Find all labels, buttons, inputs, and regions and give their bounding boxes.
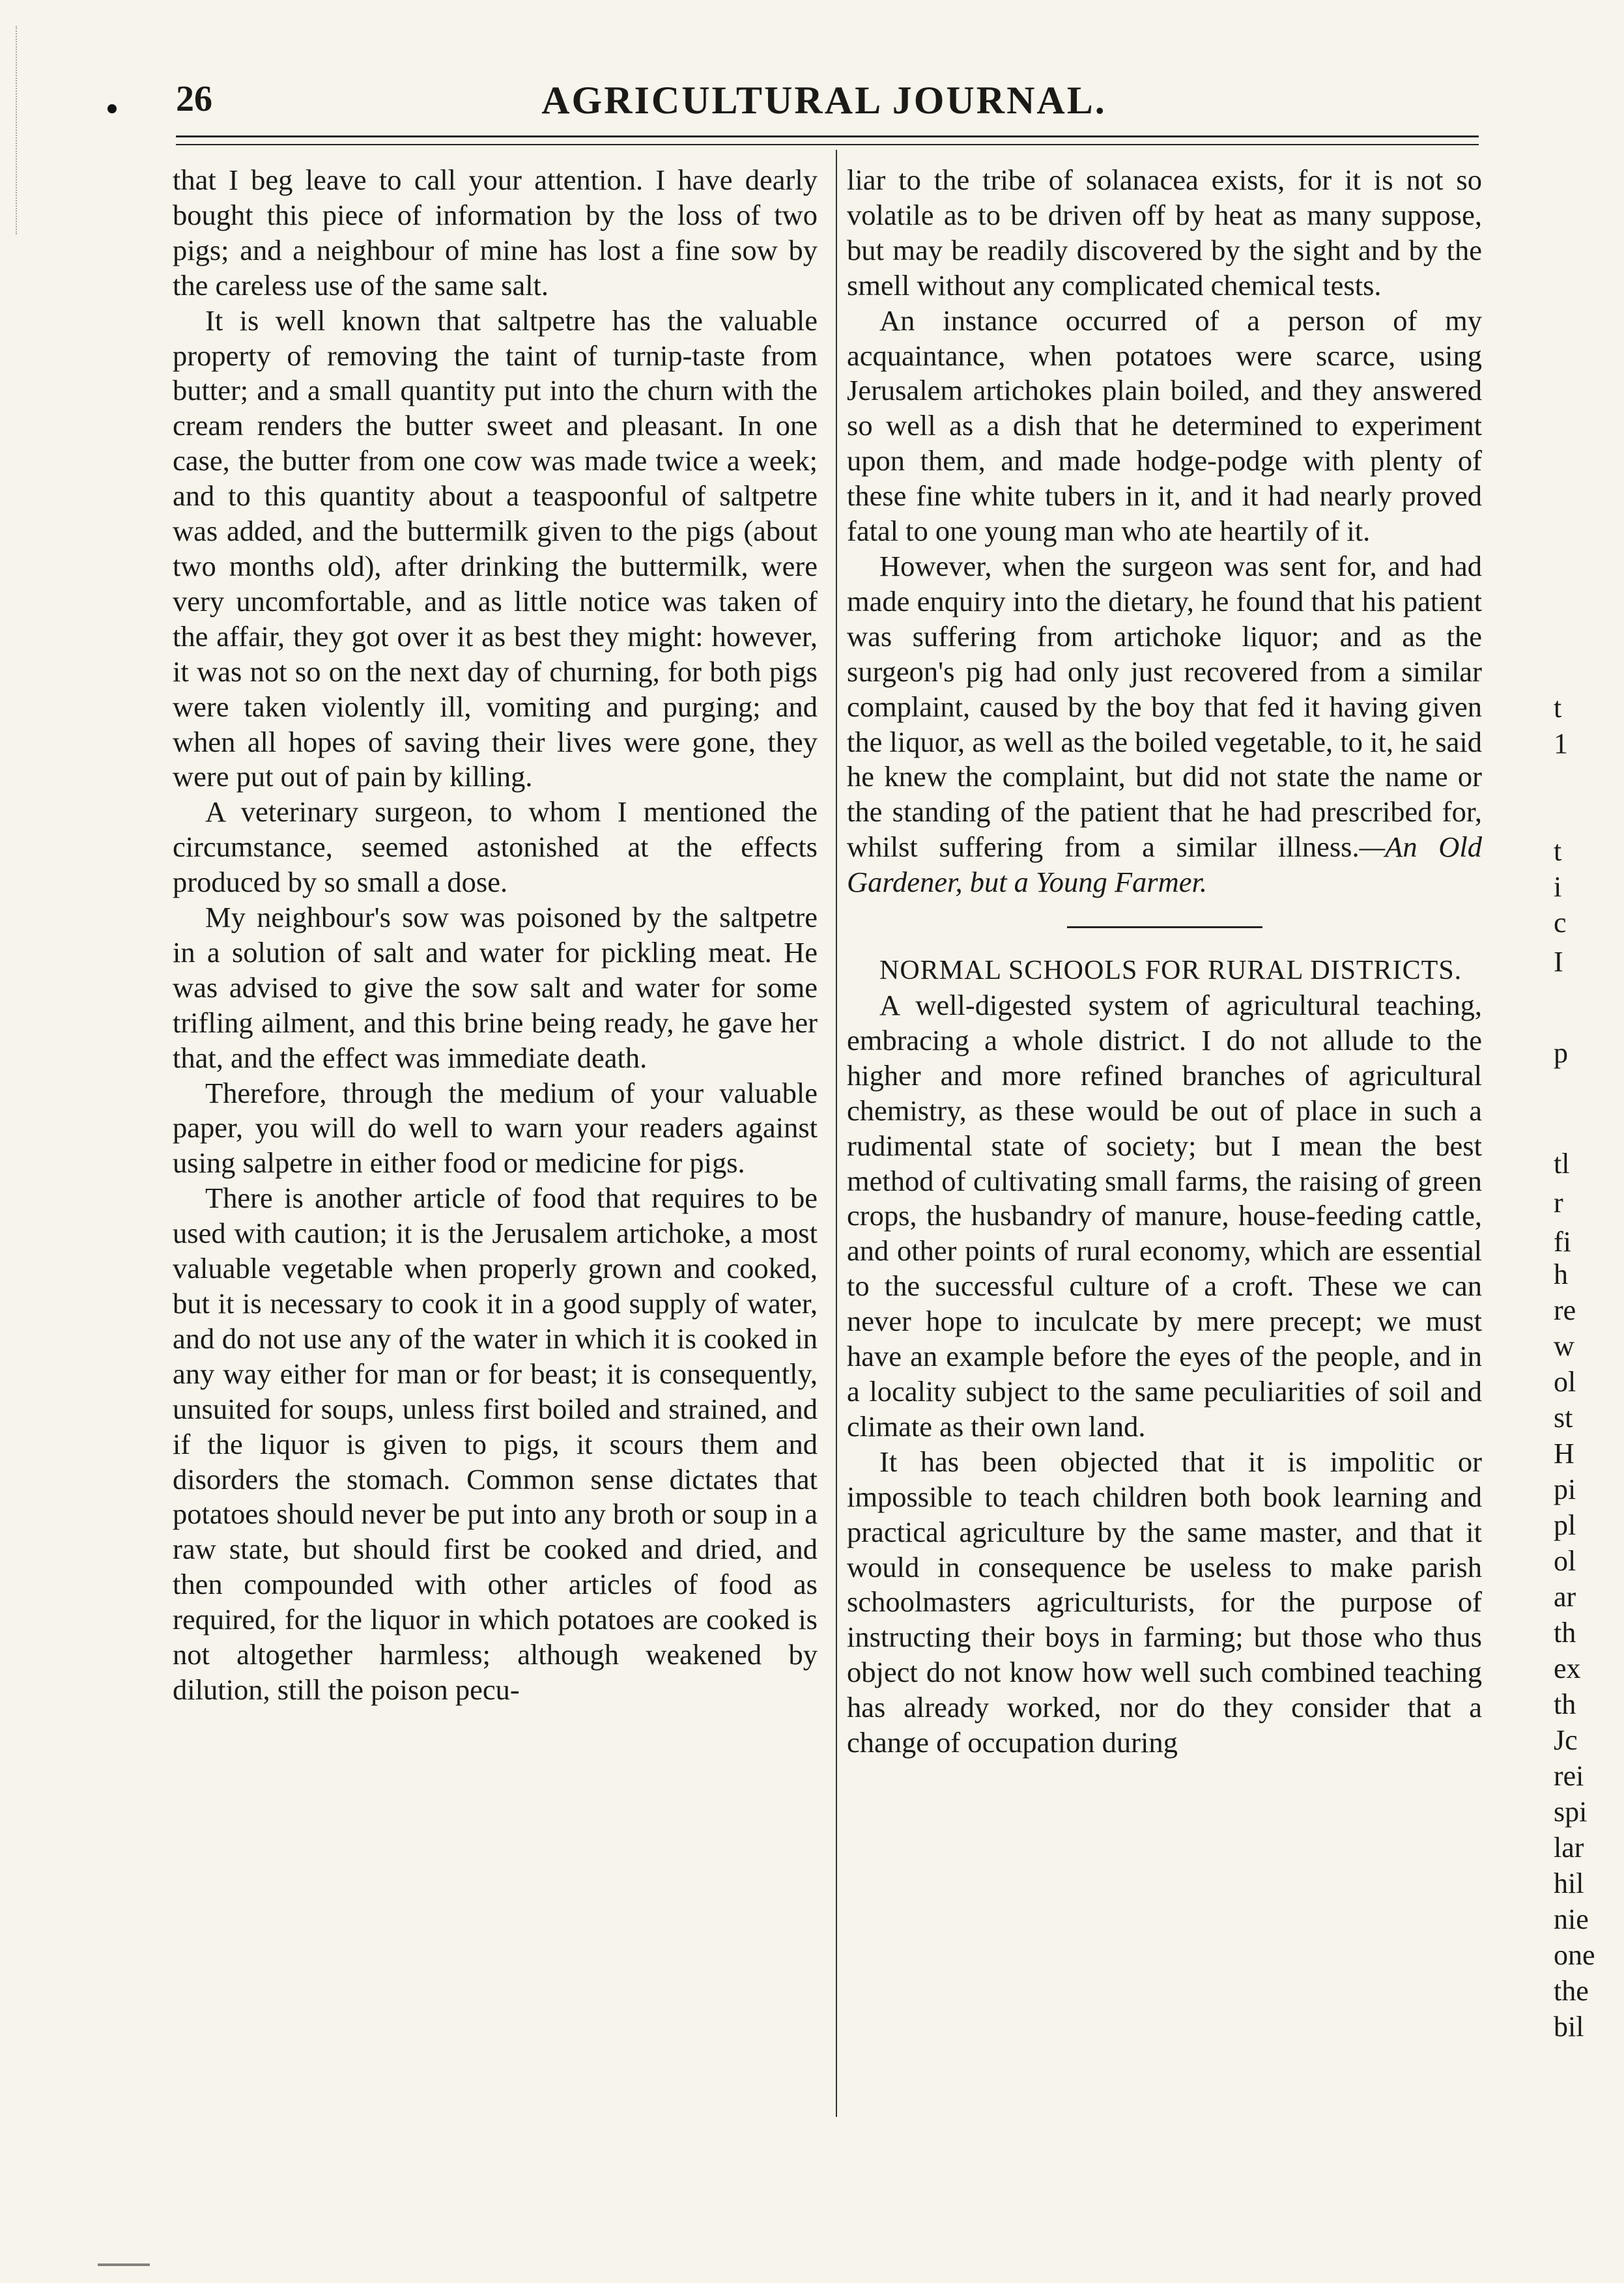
margin-fragment: p: [1554, 1037, 1568, 1069]
margin-fragment: h: [1554, 1258, 1568, 1290]
page-number: 26: [176, 79, 212, 119]
header-rule: [176, 135, 1479, 145]
bullet-mark: [107, 104, 117, 113]
section-divider: [1067, 926, 1262, 928]
paragraph: It is well known that saltpetre has the valuable property of removing the taint of turnip-taste from butter; and a small quantity put into the churn with the cream renders the butter sweet and pleasant. In one case, the butter from one cow was made twice a week; and to this quantity about a teaspoonful of saltpetre was added, and the buttermilk given to the pigs (about two months old), after drinking the buttermilk, were very uncomfortable, and as little notice was taken of the affair, they got over it as best they might: however, it was not so on the next day of churning, for both pigs were taken violently ill, vomiting and purging; and when all hopes of saving their lives were gone, they were put out of pain by killing.: [173, 304, 818, 793]
margin-fragment: ex: [1554, 1652, 1581, 1684]
paragraph: There is another article of food that requires to be used with caution; it is the Jerusalem artichoke, a most valuable vegetable when properly grown and cooked, but it is necessary to cook it in a good supply of water, and do not use any of the water in which it is cooked in any way either for man or for beast; it is consequently, unsuited for soups, unless first boiled and strained, and if the liquor is given to pigs, it scours them and disorders the stomach. Common sense dictates that potatoes should never be put into any broth or soup in a raw state, but should first be cooked and dried, and then compounded with other articles of food as required, for the liquor in which potatoes are cooked is not altogether harmless; although weakened by dilution, still the poison pecu-: [173, 1182, 818, 1706]
margin-fragment: i: [1554, 871, 1562, 903]
margin-fragment: I: [1554, 946, 1563, 978]
margin-fragment: one: [1554, 1939, 1595, 1971]
left-column: [173, 163, 818, 1708]
adjacent-page-fragments: [1554, 0, 1624, 2283]
paragraph: that I beg leave to call your attention. I have dearly bought this piece of information by the loss of two pigs; and a neighbour of mine has lost a fine sow by the careless use of the same salt.: [173, 163, 818, 302]
margin-fragment: st: [1554, 1402, 1573, 1434]
margin-fragment: the: [1554, 1975, 1589, 2007]
running-title: AGRICULTURAL JOURNAL.: [541, 79, 1107, 122]
margin-fragment: tl: [1554, 1148, 1570, 1180]
margin-fragment: Jc: [1554, 1724, 1578, 1756]
margin-fragment: spi: [1554, 1796, 1588, 1828]
section-heading: NORMAL SCHOOLS FOR RURAL DISTRICTS.: [879, 956, 1462, 986]
margin-fragment: ol: [1554, 1366, 1576, 1398]
scan-mark: [98, 2263, 150, 2266]
margin-fragment: th: [1554, 1617, 1576, 1649]
paragraph: My neighbour's sow was poisoned by the saltpetre in a solution of salt and water for pickling meat. He was advised to give the sow salt and water for some trifling ailment, and this brine being ready, he gave her that, and the effect was immediate death.: [173, 901, 818, 1074]
margin-fragment: re: [1554, 1294, 1576, 1326]
paragraph: liar to the tribe of solanacea exists, for it is not so volatile as to be driven off by heat as many suppose, but may be readily discovered by the sight and by the smell without any complicated chemical tests.: [847, 163, 1482, 302]
paragraph: [847, 549, 1482, 900]
margin-fragment: ar: [1554, 1581, 1576, 1613]
page-header: [176, 72, 1472, 130]
paragraph: A well-digested system of agricultural teaching, embracing a whole district. I do not allude to the higher and more refined branches of agricultural chemistry, as these would be out of place in such a rudimental state of society; but I mean the best method of cultivating small farms, the raising of green crops, the husbandry of manure, house-feeding cattle, and other points of rural economy, which are essential to the successful culture of a croft. These we can never hope to inculcate by mere precept; we must have an example before the eyes of the people, and in a locality subject to the same peculiarities of soil and climate as their own land.: [847, 989, 1482, 1443]
margin-fragment: t: [1554, 835, 1562, 867]
margin-fragment: nie: [1554, 1903, 1589, 1935]
margin-fragment: c: [1554, 907, 1567, 939]
paragraph-text: However, when the surgeon was sent for, and had made enquiry into the dietary, he found that his patient was suffering from artichoke liquor; and as the surgeon's pig had only just recovered from a similar complaint, caused by the boy that fed it having given the liquor, as well as the boiled vegetable, to it, he said he knew the complaint, but did not state the name or the standing of the patient that he had prescribed for, whilst suffering from a similar illness.: [847, 549, 1482, 864]
paragraph: A veterinary surgeon, to whom I mentioned the circumstance, seemed astonished at the effects produced by so small a dose.: [173, 795, 818, 899]
signature: —An Old Gardener, but a Young Farmer.: [847, 830, 1483, 899]
paragraph: Therefore, through the medium of your valuable paper, you will do well to warn your readers against using salpetre in either food or medicine for pigs.: [173, 1076, 818, 1180]
margin-fragment: w: [1554, 1330, 1574, 1362]
margin-fragment: hil: [1554, 1867, 1584, 1899]
scan-binding-edge: [0, 26, 17, 234]
margin-fragment: rei: [1554, 1760, 1584, 1792]
margin-fragment: fi: [1554, 1226, 1571, 1258]
margin-fragment: r: [1554, 1187, 1563, 1219]
margin-fragment: 1: [1554, 728, 1568, 759]
paragraph: An instance occurred of a person of my acquaintance, when potatoes were scarce, using Jerusalem artichokes plain boiled, and they answered so well as a dish that he determined to experiment upon them, and made hodge-podge with plenty of these fine white tubers in it, and it had nearly proved fatal to one young man who ate heartily of it.: [847, 304, 1482, 548]
margin-fragment: pl: [1554, 1509, 1576, 1541]
right-column: [847, 163, 1482, 1761]
margin-fragment: pi: [1554, 1473, 1576, 1505]
margin-fragment: H: [1554, 1438, 1574, 1469]
column-separator: [836, 150, 837, 2117]
margin-fragment: t: [1554, 692, 1562, 724]
paragraph: It has been objected that it is impolitic or impossible to teach children both book learning and practical agriculture by the same master, and that it would in consequence be useless to make parish schoolmasters agriculturists, for the purpose of instructing their boys in farming; but those who thus object do not know how well such combined teaching has already worked, nor do they consider that a change of occupation during: [847, 1445, 1482, 1759]
margin-fragment: bil: [1554, 2011, 1584, 2043]
margin-fragment: th: [1554, 1688, 1576, 1720]
margin-fragment: lar: [1554, 1832, 1584, 1864]
margin-fragment: ol: [1554, 1545, 1576, 1577]
